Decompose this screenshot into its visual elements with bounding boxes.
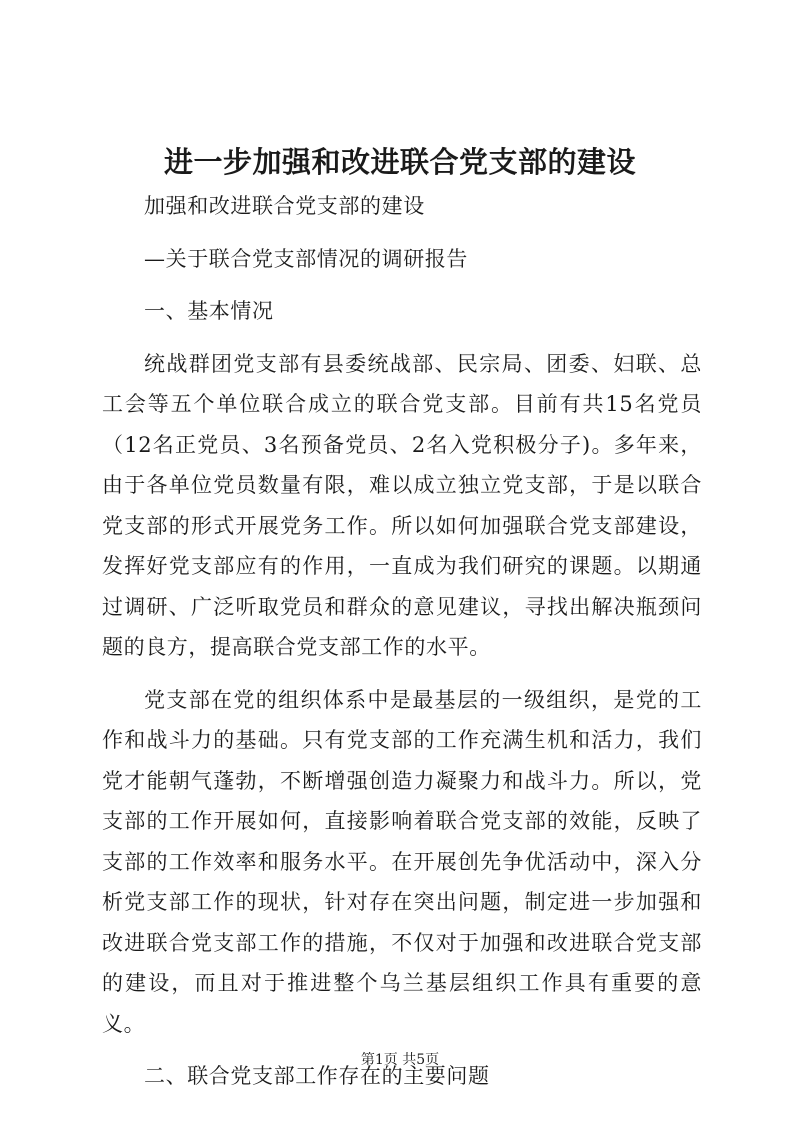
report-subtitle-paragraph: —关于联合党支部情况的调研报告 (144, 246, 468, 271)
body-paragraph-1: 统战群团党支部有县委统战部、民宗局、团委、妇联、总工会等五个单位联合成立的联合党支部。目前有共15名党员（12名正党员、3名预备党员、2名入党积极分子)。多年来，由于各单位党员数量有限，难以成立独立党支部，于是以联合党支部的形式开展党务工作。所以如何加强联合党支部建设，发挥好党支部应有的作用，一直成为我们研究的课题。以期通过调研、广泛听取党员和群众的意见建议，寻找出解决瓶颈问题的良方，提高联合党支部工作的水平。 (102, 351, 702, 659)
section-heading-main-problems: 二、联合党支部工作存在的主要问题 (144, 1064, 490, 1088)
document-body (102, 186, 702, 1097)
document-title: 进一步加强和改进联合党支部的建设 (163, 145, 636, 179)
page-footer: 第1页 共5页 (360, 1052, 440, 1068)
section-heading-basic-situation: 一、基本情况 (144, 299, 274, 323)
subtitle-paragraph: 加强和改进联合党支部的建设 (144, 194, 425, 218)
body-paragraph-2: 党支部在党的组织体系中是最基层的一级组织，是党的工作和战斗力的基础。只有党支部的工作充满生机和活力，我们党才能朝气蓬勃，不断增强创造力凝聚力和战斗力。所以，党支部的工作开展如何，直接影响着联合党支部的效能，反映了支部的工作效率和服务水平。在开展创先争优活动中，深入分析党支部工作的现状，针对存在突出问题，制定进一步加强和改进联合党支部工作的措施，不仅对于加强和改进联合党支部的建设，而且对于推进整个乌兰基层组织工作具有重要的意义。 (102, 687, 702, 1036)
